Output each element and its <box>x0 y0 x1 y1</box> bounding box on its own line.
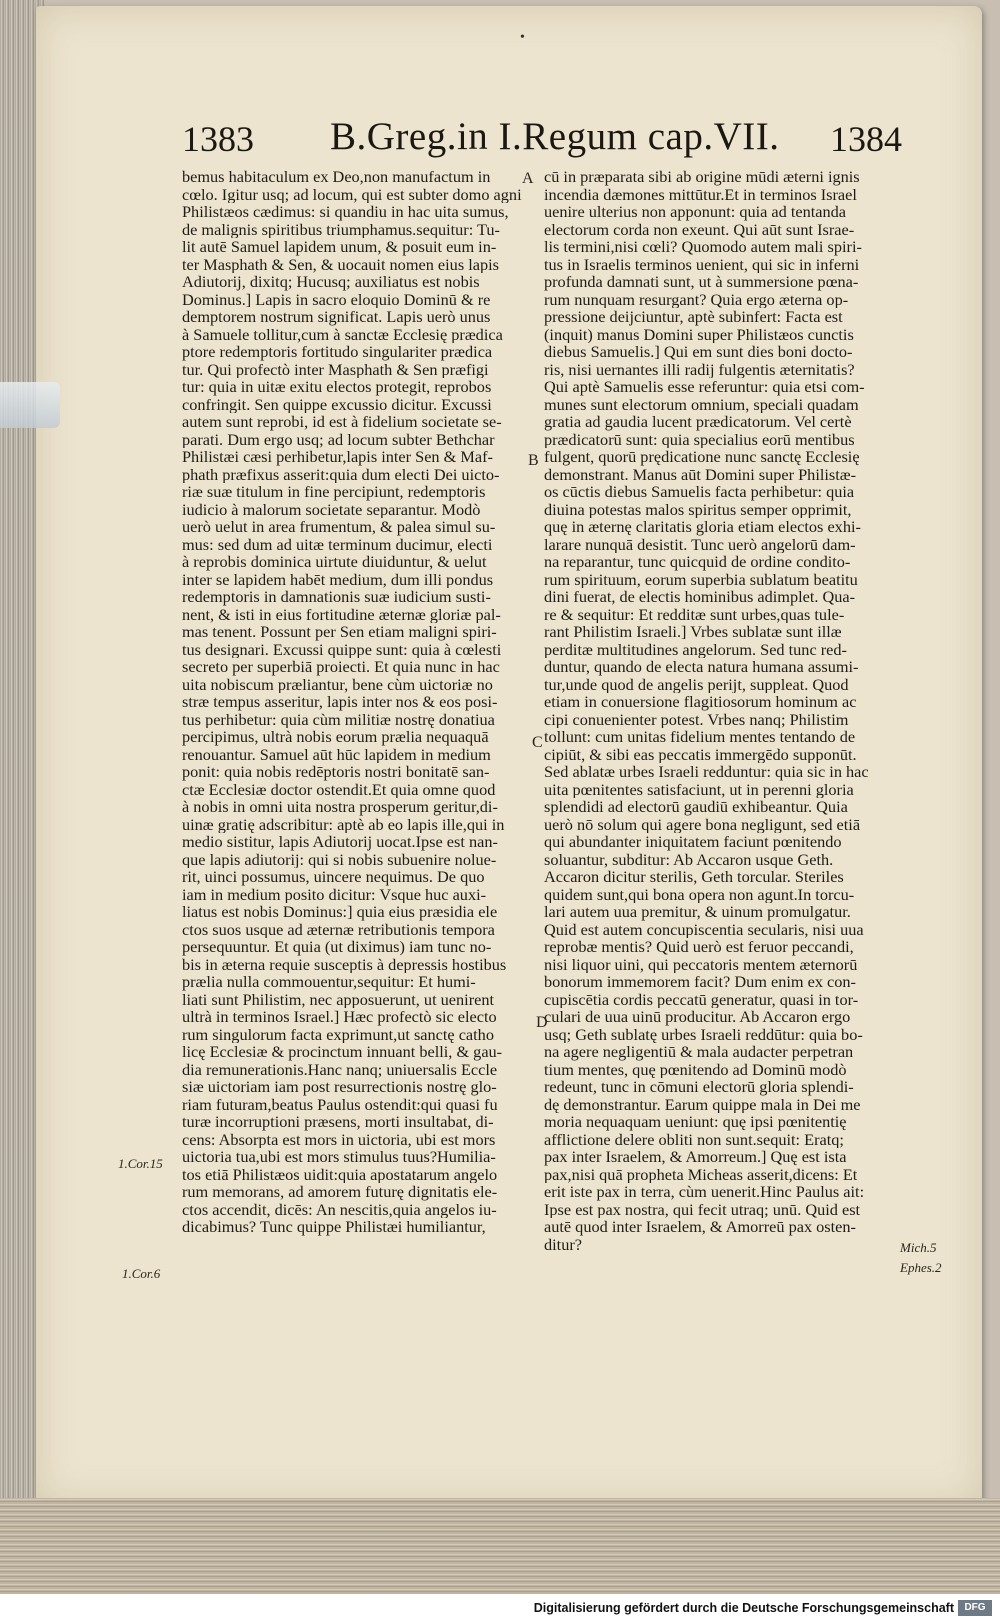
text-line: inter se lapidem habēt medium, dum illi pondus <box>182 570 494 588</box>
text-line: prædicatorū sunt: quia specialius eorū mentibus <box>544 430 855 448</box>
text-line: riæ suæ titulum in fine percipiunt, redemptoris <box>182 483 486 501</box>
text-line: uerò nō solum qui agere bona negligunt, sed etiā <box>544 815 861 833</box>
text-line: diuina potestas malos spiritus semper opprimit, <box>544 500 852 518</box>
text-line: bemus habitaculum ex Deo,non manufactum in <box>182 168 491 186</box>
text-line: redemptoris in damnationis suæ iudicium susti- <box>182 588 491 606</box>
text-line: uita nobiscum præliantur, bene cùm uictoriæ no <box>182 675 493 693</box>
text-line: na agere negligentiū & mala audacter perpetran <box>544 1043 854 1061</box>
text-line: rum spirituum, eorum superbia sublatum beatitu <box>544 570 858 588</box>
text-line: Adiutorij, dixitq; Hucusq; auxiliatus est nobis <box>182 273 480 291</box>
running-title: B.Greg.in I.Regum cap.VII. <box>330 115 780 158</box>
text-line: Philistæi cæsi perhibetur,lapis inter Sen & Maf- <box>182 448 493 466</box>
text-line: ter Masphath & Sen, & uocauit nomen eius lapis <box>182 255 499 273</box>
text-line: cipi conuenienter potest. Vrbes nanq; Philistim <box>544 710 849 728</box>
text-line: tus perhibetur: quia cùm militiæ nostrę donatiua <box>182 710 495 728</box>
text-line: nisi liquor uini, qui peccatoris mentem æternorū <box>544 955 858 973</box>
text-line: cū in præparata sibi ab origine mūdi æterni ignis <box>544 168 860 186</box>
text-line: duntur, quando de electa natura humana assumi- <box>544 658 859 676</box>
text-line: pax inter Israelem, & Amorreum.] Quę est ista <box>544 1148 847 1166</box>
text-line: erit iste pax in terra, cùm uenerit.Hinc Paulus ait: <box>544 1183 865 1201</box>
text-line: medio sistitur, lapis Adiutorij uocat.Ipse est nan- <box>182 833 498 851</box>
margin-reference-4: Ephes.2 <box>900 1260 942 1275</box>
text-line: qui abundanter iniquitatem faciunt pœnitendo <box>544 833 842 851</box>
text-line: fulgent, quorū prędicatione nunc sanctę Ecclesię <box>544 448 860 466</box>
text-line: uenire ulterius non apponunt: quia ad tentanda <box>544 203 847 221</box>
text-line: de malignis spiritibus triumphamus.sequitur: Tu- <box>182 220 500 238</box>
text-line: secreto per superbiā proiecti. Et quia nunc in hac <box>182 658 500 676</box>
text-line: afflictione delere obliti non sunt.sequit: Eratq; <box>544 1130 844 1148</box>
text-line: profunda damnati sunt, ut à summersione pœna- <box>544 273 859 291</box>
text-line: autem sunt reprobi, id est à fidelium societate se- <box>182 413 502 431</box>
text-line: demonstrant. Manus aūt Domini super Philistæ- <box>544 465 857 483</box>
text-line: iam in medium posito dicitur: Vsque huc auxi- <box>182 885 487 903</box>
text-line: uinæ gratię adscribitur: aptè ab eo lapis ille,qui in <box>182 815 505 833</box>
text-line: Accaron dicitur sterilis, Geth torcular. Steriles <box>544 868 844 886</box>
text-line: Quid est autem concupiscentia secularis, nisi uua <box>544 920 864 938</box>
text-line: perditæ multitudines angelorum. Sed tunc red- <box>544 640 847 658</box>
dfg-logo: DFG <box>958 1600 992 1616</box>
text-line: turæ incorruptioni præsens, morti insultabat, di- <box>182 1113 494 1131</box>
section-marker-a: A <box>522 170 534 187</box>
text-line: tos etiā Philistæos uidit:quia apostatarum angelo <box>182 1165 498 1183</box>
book-bottom-edges <box>0 1498 1000 1594</box>
margin-reference-2: 1.Cor.6 <box>122 1266 161 1281</box>
text-line: rum singulorum facta exprimunt,ut sanctę catho <box>182 1025 494 1043</box>
text-line: nent, & isti in eius fortitudine æternæ gloriæ pal- <box>182 605 501 623</box>
text-line: splendidi ad electorū gaudiū exhibeantur. Quia <box>544 798 848 816</box>
text-line: gratia ad gaudia lucent prædicatorum. Vel certè <box>544 413 852 431</box>
text-line: lari autem uua premitur, & uinum promulgatur. <box>544 903 851 921</box>
text-line: rum nunquam resurgant? Quia ergo æterna op- <box>544 290 849 308</box>
text-line: rit, uinci possumus, uincere nequimus. De quo <box>182 868 485 886</box>
text-line: à nobis in omni uita nostra prosperum geritur,di- <box>182 798 498 816</box>
page-number-left: 1383 <box>182 119 254 159</box>
text-line: electorum corda non exeunt. Qui aūt sunt Israe- <box>544 220 855 238</box>
text-line: dini fuerat, de electis hominibus adimplet. Qua- <box>544 588 856 606</box>
text-line: etiam in conuersione flagitiosorum hominum ac <box>544 693 857 711</box>
text-line: liatus est nobis Dominus:] quia eius præsidia ele <box>182 903 498 921</box>
text-line: uictoria tua,ubi est mors stimulus tuus?Humilia- <box>182 1148 496 1166</box>
text-line: siæ uictoriam iam post resurrectionis nostrę glo- <box>182 1078 497 1096</box>
text-line: ponit: quia nobis redēptoris nostri bonitatē san- <box>182 763 490 781</box>
funding-credit: Digitalisierung gefördert durch die Deutsche Forschungsgemeinschaft <box>533 1601 954 1615</box>
text-line: bis in æterna requie susceptis à depressis hostibus <box>182 955 507 973</box>
text-line: lit autē Samuel lapidem unum, & posuit eum in- <box>182 238 497 256</box>
text-line: parati. Dum ergo usq; ad locum subter Bethchar <box>182 430 495 448</box>
text-line: tus in Israelis terminos uenient, qui sic in inferni <box>544 255 860 273</box>
text-line: usq; Geth sublatę urbes Israeli reddūtur: quia bo- <box>544 1025 863 1043</box>
text-line: cipiūt, & sibi eas peccatis immergēdo supponūt. <box>544 745 857 763</box>
text-line: Dominus.] Lapis in sacro eloquio Dominū & re <box>182 290 491 308</box>
text-line: dę demonstrantur. Earum quippe mala in Dei me <box>544 1095 861 1113</box>
text-line: quę in æternę claritatis gloria etiam electos exhi- <box>544 518 861 536</box>
text-line: quidem sunt,qui bona opera non agunt.In torcu- <box>544 885 855 903</box>
page-number-right: 1384 <box>830 119 902 159</box>
printer-dot: • <box>520 30 525 45</box>
text-line: Philistæos cædimus: si quandiu in hac uita sumus, <box>182 203 509 221</box>
right-text-column <box>544 168 888 1253</box>
text-line: reprobæ mentis? Quid uerò est feruor peccandi, <box>544 938 854 956</box>
text-line: os cūctis diebus Samuelis facta perhibetur: quia <box>544 483 855 501</box>
text-line: phath præfixus asserit:quia dum electi Dei uicto- <box>182 465 500 483</box>
text-line: re & sequitur: Et redditæ sunt urbes,quas tule- <box>544 605 845 623</box>
text-line: ctæ Ecclesiæ doctor ostendit.Et quia omne quod <box>182 780 496 798</box>
text-line: diebus Samuelis.] Qui em sunt dies boni docto- <box>544 343 853 361</box>
text-line: tur: quia in uitæ exitu electos protegit, reprobos <box>182 378 492 396</box>
text-line: ditur? <box>544 1235 582 1253</box>
text-line: autē quod inter Israelem, & Amorreū pax osten- <box>544 1218 856 1236</box>
text-line: tur. Qui profectò inter Masphath & Sen præfigi <box>182 360 489 378</box>
text-line: que lapis adiutorij: qui si nobis subuenire noluе- <box>182 850 497 868</box>
text-line: tus designari. Excussi quippe sunt: quia à cœlesti <box>182 640 502 658</box>
text-line: stræ tempus asseritur, lapis inter nos & eos posi- <box>182 693 498 711</box>
text-line: tur,unde quod de angelis perijt, suppleat. Quod <box>544 675 849 693</box>
text-line: culari de uua uinū producitur. Ab Accaron ergo <box>544 1008 851 1026</box>
section-marker-c: C <box>532 734 543 751</box>
text-line: ris, nisi uernantes illi radij fulgentis æternitatis? <box>544 360 855 378</box>
section-marker-d: D <box>536 1014 548 1031</box>
text-line: mus: sed dum ad uitæ terminum ducimur, electi <box>182 535 493 553</box>
text-line: à Samuele tollitur,cum à sanctæ Ecclesię prædica <box>182 325 503 343</box>
text-line: tollunt: cum unitas fidelium mentes tentando de <box>544 728 856 746</box>
text-line: (inquit) manus Domini super Philistæos cunctis <box>544 325 854 343</box>
text-line: Ipse est pax nostra, qui fecit utraq; unū. Quid est <box>544 1200 861 1218</box>
text-line: ctos suos usque ad æternæ retributionis tempora <box>182 920 495 938</box>
text-line: demptorem nostrum significat. Lapis uerò unus <box>182 308 491 326</box>
text-line: à reprobis dominica uirtute diuiduntur, & uelut <box>182 553 487 571</box>
text-line: Qui aptè Samuelis esse referuntur: quia etsi com- <box>544 378 865 396</box>
text-line: tium mentes, quę pœnitendo ad Dominū modò <box>544 1060 847 1078</box>
text-line: iudicio à malorum societate separantur. Modò <box>182 500 481 518</box>
text-line: liati sunt Philistim, nec apposuerunt, ut uenirent <box>182 990 495 1008</box>
left-text-column <box>182 168 522 1236</box>
bookmark-strip <box>0 382 60 428</box>
text-line: prælia nulla commouentur,sequitur: Et humi- <box>182 973 476 991</box>
text-line: cœlo. Igitur usq; ad locum, qui est subter domo agni <box>182 185 522 203</box>
margin-reference-1: 1.Cor.15 <box>118 1156 163 1171</box>
text-line: dicabimus? Tunc quippe Philistæi humiliantur, <box>182 1218 486 1236</box>
page-header <box>0 115 1000 168</box>
text-line: licę Ecclesiæ & procinctum innuant belli, & gau- <box>182 1043 503 1061</box>
text-line: larare nunquā desistit. Tunc uerò angelorū dam- <box>544 535 856 553</box>
text-line: bonorum immemorem facit? Dum enim ex con- <box>544 973 856 991</box>
text-line: uita pœnitentes satisfaciunt, ut in perenni gloria <box>544 780 854 798</box>
text-line: percipimus, ultrà nobis eorum prælia nequaquā <box>182 728 489 746</box>
text-line: na reparantur, tunc quicquid de ordine condito- <box>544 553 851 571</box>
text-line: ultrà in terminos Israel.] Hæc profectò sic electo <box>182 1008 497 1026</box>
text-line: ctos accendit, dicēs: An nescitis,quia angelos iu- <box>182 1200 497 1218</box>
text-line: riam futuram,beatus Paulus ostendit:qui quasi fu <box>182 1095 498 1113</box>
text-line: munes sunt electorum omnium, speciali quadam <box>544 395 859 413</box>
text-line: renouantur. Samuel aūt hūc lapidem in medium <box>182 745 491 763</box>
text-line: soluantur, subditur: Ab Accaron usque Geth. <box>544 850 834 868</box>
text-line: pressione deijciuntur, aptè subinfert: Facta est <box>544 308 843 326</box>
margin-reference-3: Mich.5 <box>900 1240 937 1255</box>
text-line: ptore redemptoris fortitudo singulariter prædica <box>182 343 493 361</box>
text-line: moria nequaquam ueniunt: quę ipsi pœnitentię <box>544 1113 847 1131</box>
section-marker-b: B <box>528 452 539 469</box>
text-line: cens: Absorpta est mors in uictoria, ubi est mors <box>182 1130 496 1148</box>
text-line: dia remunerationis.Hanc nanq; uniuersalis Eccle <box>182 1060 498 1078</box>
text-line: confringit. Sen quippe excussio dicitur. Excussi <box>182 395 492 413</box>
text-line: Sed ablatæ urbes Israeli redduntur: quia sic in hac <box>544 763 869 781</box>
text-line: incendia dæmones mittūtur.Et in terminos Israel <box>544 185 857 203</box>
text-line: rant Philistim Israeli.] Vrbes sublatæ sunt illæ <box>544 623 842 641</box>
text-line: uerò uelut in area frumentum, & palea simul su- <box>182 518 496 536</box>
text-line: mas tenent. Possunt per Sen etiam maligni spiri- <box>182 623 497 641</box>
text-line: pax,nisi quā propheta Micheas asserit,dicens: Et <box>544 1165 858 1183</box>
text-line: persequuntur. Et quia (ut diximus) iam tunc no- <box>182 938 492 956</box>
digitization-footer <box>0 1594 1000 1624</box>
text-line: rum memorans, ad amorem futurę dignitatis ele- <box>182 1183 498 1201</box>
text-line: lis termini,nisi cœli? Quomodo autem mali spiri- <box>544 238 862 256</box>
text-line: redeunt, tunc in cōmuni electorū gloria splendi- <box>544 1078 854 1096</box>
text-line: cupiscētia cordis peccatū generatur, quasi in tor- <box>544 990 859 1008</box>
